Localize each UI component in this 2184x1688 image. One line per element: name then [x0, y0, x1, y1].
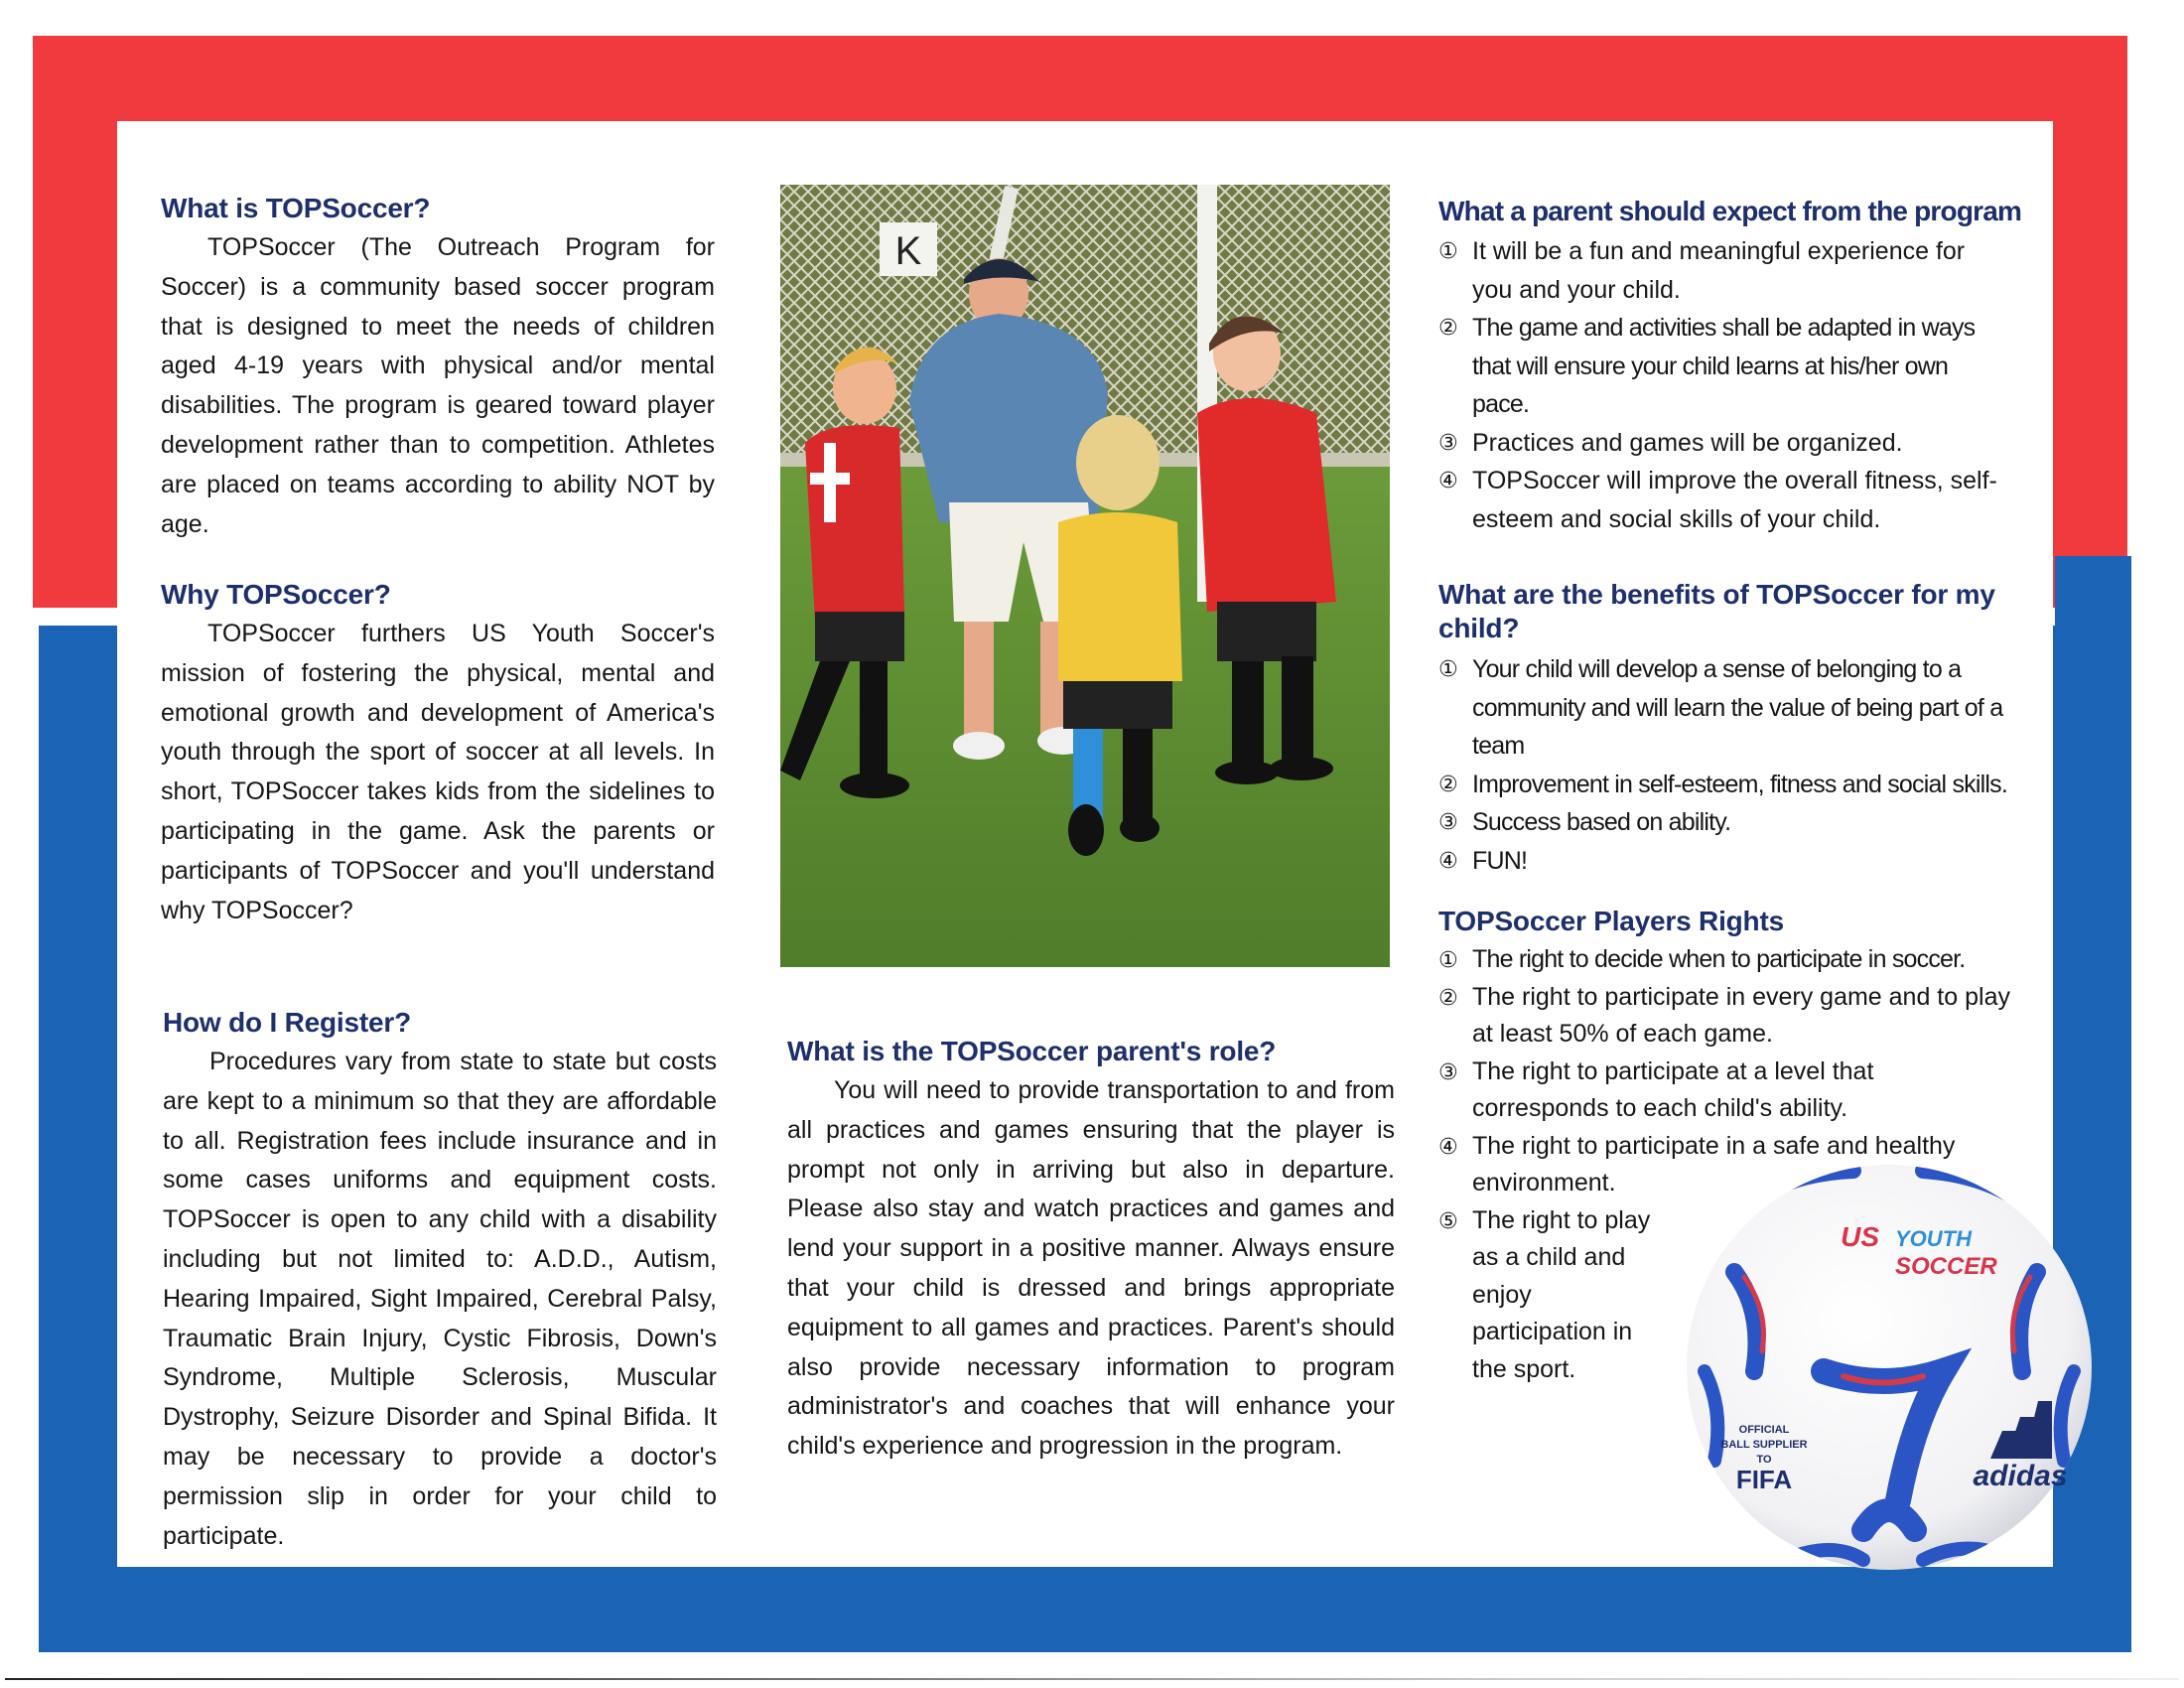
benefit-item: ① Your child will develop a sense of belonging to a community and will learn the value of being part of a team: [1438, 650, 2012, 766]
circled-number-4-icon: ④: [1438, 1133, 1458, 1159]
body-what-is: TOPSoccer (The Outreach Program for Soccer) is a community based soccer program that is designed to meet the needs of children aged 4-19 years with physical and/or mental disabilities. The program is geared toward player development rather than to competition. Athletes are placed on teams according to ability NOT by age.: [161, 233, 715, 538]
soccer-ball-image: [1685, 1163, 2094, 1572]
expect-item: ② The game and activities shall be adapted in ways that will ensure your child learns at his/her own pace.: [1438, 309, 2008, 424]
frame-right-red: [2051, 36, 2127, 540]
body-register: Procedures vary from state to state but costs are kept to a minimum so that they are affordable to all. Registration fees include insurance and in some cases uniforms and equipment costs. TOPSoccer is open to any child with a disability including but not limited to: A.D.D., Autism, Hearing Impaired, Sight Impaired, Cerebral Palsy, Traumatic Brain Injury, Cystic Fibrosis, Down's Syndrome, Multiple Sclerosis, Muscular Dystrophy, Seizure Disorder and Spinal Bifida. It may be necessary to provide a doctor's permission slip in order for your child to participate.: [163, 1048, 717, 1550]
rights-item: ② The right to participate in every game and to play at least 50% of each game.: [1438, 979, 2012, 1054]
circled-number-1-icon: ①: [1438, 656, 1457, 681]
circled-number-2-icon: ②: [1438, 771, 1457, 796]
circled-number-4-icon: ④: [1438, 847, 1457, 873]
circled-number-2-icon: ②: [1438, 315, 1458, 340]
expect-list: [1438, 232, 2008, 538]
circled-number-1-icon: ①: [1438, 238, 1458, 263]
heading-register: How do I Register?: [163, 1007, 411, 1038]
body-parent-role: You will need to provide transportation to and from all practices and games ensuring that the player is prompt not only in arriving but also in departure. Please also stay and watch practices and games and lend your support in a positive manner. Always ensure that your child is dressed and brings appropriate equipment to all games and practices. Parent's should also provide necessary information to program administrator's and coaches that will enhance your child's experience and progression in the program.: [787, 1076, 1395, 1461]
scan-edge-line: [5, 1678, 2179, 1680]
heading-what-is: What is TOPSoccer?: [161, 193, 431, 223]
body-why: TOPSoccer furthers US Youth Soccer's mission of fostering the physical, mental and emotional growth and development of America's youth through the sport of soccer at all levels. In short, TOPSoccer takes kids from the sidelines to participating in the game. Ask the parents or participants of TOPSoccer and you'll understand why TOPSoccer?: [161, 620, 715, 924]
circled-number-5-icon: ⑤: [1438, 1207, 1458, 1233]
ball-supplier-line-3: TO: [1756, 1454, 1772, 1466]
heading-parent-role: What is the TOPSoccer parent's role?: [787, 1036, 1277, 1066]
heading-why: Why TOPSoccer?: [161, 579, 391, 610]
photo-sign-letter: K: [894, 229, 922, 273]
rights-item: ⑤ The right to play as a child and enjoy participation in the sport.: [1438, 1202, 1671, 1389]
ball-logo-soccer: SOCCER: [1895, 1253, 1997, 1280]
heading-benefits: What are the benefits of TOPSoccer for my child?: [1438, 579, 1995, 643]
rights-item: ④ The right to participate in a safe and healthy environment.: [1438, 1128, 2012, 1202]
benefits-list: [1438, 650, 2012, 880]
circled-number-4-icon: ④: [1438, 468, 1458, 492]
expect-item: ③ Practices and games will be organized.: [1438, 424, 2008, 463]
rights-item: ③ The right to participate at a level that corresponds to each child's ability.: [1438, 1054, 2012, 1128]
circled-number-3-icon: ③: [1438, 809, 1457, 834]
benefit-item: ③ Success based on ability.: [1438, 803, 2012, 842]
expect-item: ① It will be a fun and meaningful experience for you and your child.: [1438, 232, 2008, 309]
ball-brand-text: adidas: [1973, 1460, 2068, 1492]
ball-fifa-text: FIFA: [1735, 1465, 1793, 1494]
heading-rights: TOPSoccer Players Rights: [1438, 906, 1784, 936]
ball-supplier-line-1: OFFICIAL: [1738, 1424, 1790, 1436]
expect-item: ④ TOPSoccer will improve the overall fitness, self-esteem and social skills of your child.: [1438, 462, 2008, 538]
benefit-item: ④ FUN!: [1438, 842, 2012, 881]
benefit-item: ② Improvement in self-esteem, fitness and social skills.: [1438, 766, 2012, 804]
rights-item: ① The right to decide when to participate in soccer.: [1438, 941, 2012, 979]
circled-number-3-icon: ③: [1438, 429, 1458, 455]
ball-logo-youth: YOUTH: [1895, 1226, 1972, 1251]
ball-logo-us: US: [1841, 1221, 1879, 1252]
circled-number-1-icon: ①: [1438, 947, 1458, 972]
heading-expect: What a parent should expect from the program: [1438, 196, 2022, 226]
team-photo: [780, 185, 1390, 967]
circled-number-2-icon: ②: [1438, 984, 1458, 1010]
circled-number-3-icon: ③: [1438, 1058, 1458, 1084]
ball-supplier-line-2: BALL SUPPLIER: [1720, 1439, 1808, 1451]
